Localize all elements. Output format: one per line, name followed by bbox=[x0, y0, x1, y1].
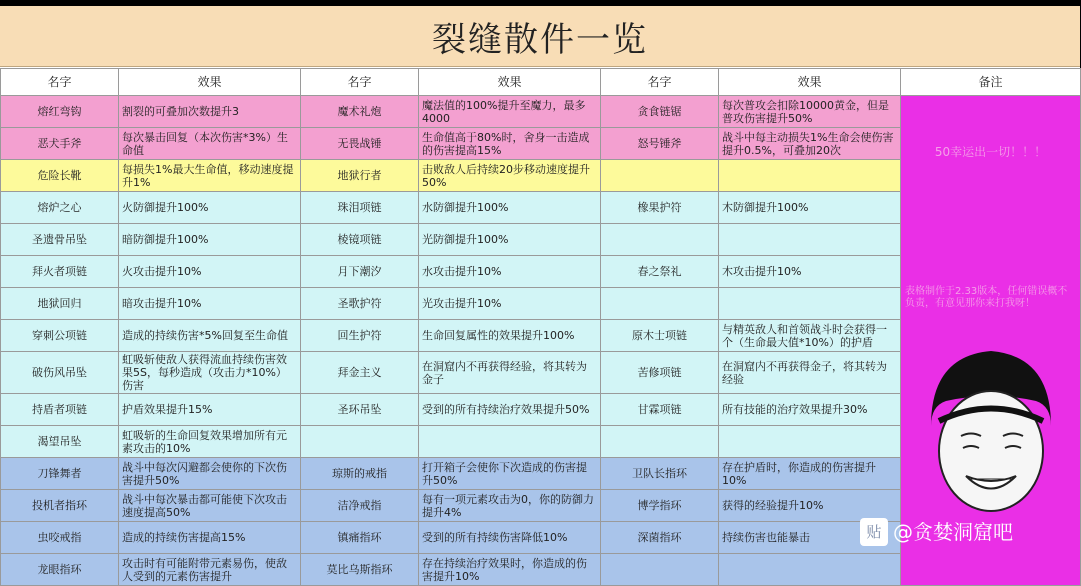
item-name-cell: 拜火者项链 bbox=[1, 256, 119, 288]
item-effect-cell: 护盾效果提升15% bbox=[119, 394, 301, 426]
item-effect-cell: 每损失1%最大生命值，移动速度提升1% bbox=[119, 160, 301, 192]
item-name-cell bbox=[601, 554, 719, 586]
items-table bbox=[0, 68, 1081, 586]
item-effect-cell: 水攻击提升10% bbox=[419, 256, 601, 288]
item-effect-cell: 在洞窟内不再获得经验，将其转为金子 bbox=[419, 352, 601, 394]
item-name-cell: 回生护符 bbox=[301, 320, 419, 352]
item-name-cell bbox=[301, 426, 419, 458]
item-effect-cell: 火攻击提升10% bbox=[119, 256, 301, 288]
note-credit: 表格制作于2.33版本，任何错误概不负责，有意见那你来打我呀！ bbox=[905, 286, 1068, 309]
item-name-cell: 穿刺公项链 bbox=[1, 320, 119, 352]
item-effect-cell: 受到的所有持续伤害降低10% bbox=[419, 522, 601, 554]
item-effect-cell: 造成的持续伤害*5%回复至生命值 bbox=[119, 320, 301, 352]
item-effect-cell: 所有技能的治疗效果提升30% bbox=[719, 394, 901, 426]
item-effect-cell: 受到的所有持续治疗效果提升50% bbox=[419, 394, 601, 426]
item-effect-cell: 打开箱子会使你下次造成的伤害提升50% bbox=[419, 458, 601, 490]
header-row bbox=[1, 69, 1081, 96]
item-effect-cell: 与精英敌人和首领战斗时会获得一个（生命最大值*10%）的护盾 bbox=[719, 320, 901, 352]
item-name-cell: 渴望吊坠 bbox=[1, 426, 119, 458]
item-effect-cell: 生命值高于80%时，舍身一击造成的伤害提高15% bbox=[419, 128, 601, 160]
item-effect-cell: 持续伤害也能暴击 bbox=[719, 522, 901, 554]
note-cell bbox=[901, 96, 1081, 586]
item-name-cell: 苦修项链 bbox=[601, 352, 719, 394]
item-name-cell: 春之祭礼 bbox=[601, 256, 719, 288]
item-effect-cell: 攻击时有可能附带元素易伤，使敌人受到的元素伤害提升 bbox=[119, 554, 301, 586]
item-name-cell: 博学指环 bbox=[601, 490, 719, 522]
item-name-cell: 虫咬戒指 bbox=[1, 522, 119, 554]
watermark-text: @贪婪洞窟吧 bbox=[893, 520, 1013, 544]
item-name-cell: 原木士项链 bbox=[601, 320, 719, 352]
item-name-cell bbox=[601, 426, 719, 458]
item-name-cell: 投机者指环 bbox=[1, 490, 119, 522]
item-effect-cell: 每次暴击回复（本次伤害*3%）生命值 bbox=[119, 128, 301, 160]
item-effect-cell: 战斗中每次闪避都会使你的下次伤害提升50% bbox=[119, 458, 301, 490]
header-effect: 效果 bbox=[119, 69, 301, 96]
item-name-cell: 莫比乌斯指环 bbox=[301, 554, 419, 586]
item-name-cell: 深菌指环 bbox=[601, 522, 719, 554]
item-name-cell: 圣环吊坠 bbox=[301, 394, 419, 426]
item-effect-cell: 生命回复属性的效果提升100% bbox=[419, 320, 601, 352]
header-name: 名字 bbox=[601, 69, 719, 96]
table-row bbox=[1, 96, 1081, 128]
item-effect-cell bbox=[419, 426, 601, 458]
item-effect-cell: 虹吸斩的生命回复效果增加所有元素攻击的10% bbox=[119, 426, 301, 458]
header-name: 名字 bbox=[1, 69, 119, 96]
item-name-cell: 圣歌护符 bbox=[301, 288, 419, 320]
item-effect-cell: 战斗中每次暴击都可能使下次攻击速度提高50% bbox=[119, 490, 301, 522]
item-name-cell: 恶犬手斧 bbox=[1, 128, 119, 160]
header-effect: 效果 bbox=[719, 69, 901, 96]
item-effect-cell: 水防御提升100% bbox=[419, 192, 601, 224]
item-name-cell: 月下潮汐 bbox=[301, 256, 419, 288]
item-effect-cell: 击败敌人后持续20步移动速度提升50% bbox=[419, 160, 601, 192]
item-name-cell: 刀锋舞者 bbox=[1, 458, 119, 490]
note-box bbox=[901, 96, 1080, 541]
item-name-cell: 怒号锤斧 bbox=[601, 128, 719, 160]
item-name-cell: 破伤风吊坠 bbox=[1, 352, 119, 394]
item-name-cell: 龙眼指环 bbox=[1, 554, 119, 586]
item-effect-cell: 火防御提升100% bbox=[119, 192, 301, 224]
item-name-cell: 圣遗骨吊坠 bbox=[1, 224, 119, 256]
item-effect-cell: 割裂的可叠加次数提升3 bbox=[119, 96, 301, 128]
item-effect-cell: 虹吸斩使敌人获得流血持续伤害效果5S，每秒造成（攻击力*10%）伤害 bbox=[119, 352, 301, 394]
spreadsheet bbox=[0, 6, 1080, 583]
item-name-cell: 甘霖项链 bbox=[601, 394, 719, 426]
page-title: 裂缝散件一览 bbox=[0, 6, 1080, 67]
item-name-cell: 地狱回归 bbox=[1, 288, 119, 320]
meme-face-icon bbox=[911, 336, 1071, 536]
item-name-cell: 地狱行者 bbox=[301, 160, 419, 192]
item-effect-cell: 暗攻击提升10% bbox=[119, 288, 301, 320]
header-name: 名字 bbox=[301, 69, 419, 96]
item-name-cell: 镇痛指环 bbox=[301, 522, 419, 554]
item-name-cell: 琼斯的戒指 bbox=[301, 458, 419, 490]
item-effect-cell: 造成的持续伤害提高15% bbox=[119, 522, 301, 554]
item-name-cell bbox=[601, 224, 719, 256]
item-name-cell bbox=[601, 160, 719, 192]
item-effect-cell: 暗防御提升100% bbox=[119, 224, 301, 256]
item-effect-cell bbox=[719, 554, 901, 586]
item-name-cell: 危险长靴 bbox=[1, 160, 119, 192]
item-name-cell: 熔炉之心 bbox=[1, 192, 119, 224]
item-effect-cell: 存在持续治疗效果时，你造成的伤害提升10% bbox=[419, 554, 601, 586]
item-name-cell: 熔红弯钩 bbox=[1, 96, 119, 128]
header-effect: 效果 bbox=[419, 69, 601, 96]
item-name-cell: 棱镜项链 bbox=[301, 224, 419, 256]
item-name-cell: 珠泪项链 bbox=[301, 192, 419, 224]
item-effect-cell: 获得的经验提升10% bbox=[719, 490, 901, 522]
item-effect-cell bbox=[719, 160, 901, 192]
item-name-cell: 洁净戒指 bbox=[301, 490, 419, 522]
item-effect-cell: 在洞窟内不再获得金子，将其转为经验 bbox=[719, 352, 901, 394]
item-name-cell: 魔术礼炮 bbox=[301, 96, 419, 128]
item-effect-cell: 存在护盾时，你造成的伤害提升10% bbox=[719, 458, 901, 490]
item-name-cell: 拜金主义 bbox=[301, 352, 419, 394]
note-main: 50幸运出一切！！！ bbox=[934, 145, 1047, 159]
tieba-logo-icon: 贴 bbox=[860, 518, 888, 546]
item-effect-cell: 魔法值的100%提升至魔力，最多4000 bbox=[419, 96, 601, 128]
item-effect-cell: 光防御提升100% bbox=[419, 224, 601, 256]
item-effect-cell: 战斗中每主动损失1%生命会使伤害提升0.5%，可叠加20次 bbox=[719, 128, 901, 160]
item-name-cell: 无畏战锤 bbox=[301, 128, 419, 160]
item-name-cell bbox=[601, 288, 719, 320]
item-effect-cell: 每有一项元素攻击为0，你的防御力提升4% bbox=[419, 490, 601, 522]
item-name-cell: 橡果护符 bbox=[601, 192, 719, 224]
item-name-cell: 贪食链锯 bbox=[601, 96, 719, 128]
item-effect-cell: 木攻击提升10% bbox=[719, 256, 901, 288]
item-effect-cell: 每次普攻会扣除10000黄金，但是普攻伤害提升50% bbox=[719, 96, 901, 128]
item-name-cell: 持盾者项链 bbox=[1, 394, 119, 426]
item-effect-cell: 木防御提升100% bbox=[719, 192, 901, 224]
item-effect-cell bbox=[719, 288, 901, 320]
item-effect-cell bbox=[719, 224, 901, 256]
item-effect-cell bbox=[719, 426, 901, 458]
item-effect-cell: 光攻击提升10% bbox=[419, 288, 601, 320]
item-name-cell: 卫队长指环 bbox=[601, 458, 719, 490]
header-note: 备注 bbox=[901, 69, 1081, 96]
